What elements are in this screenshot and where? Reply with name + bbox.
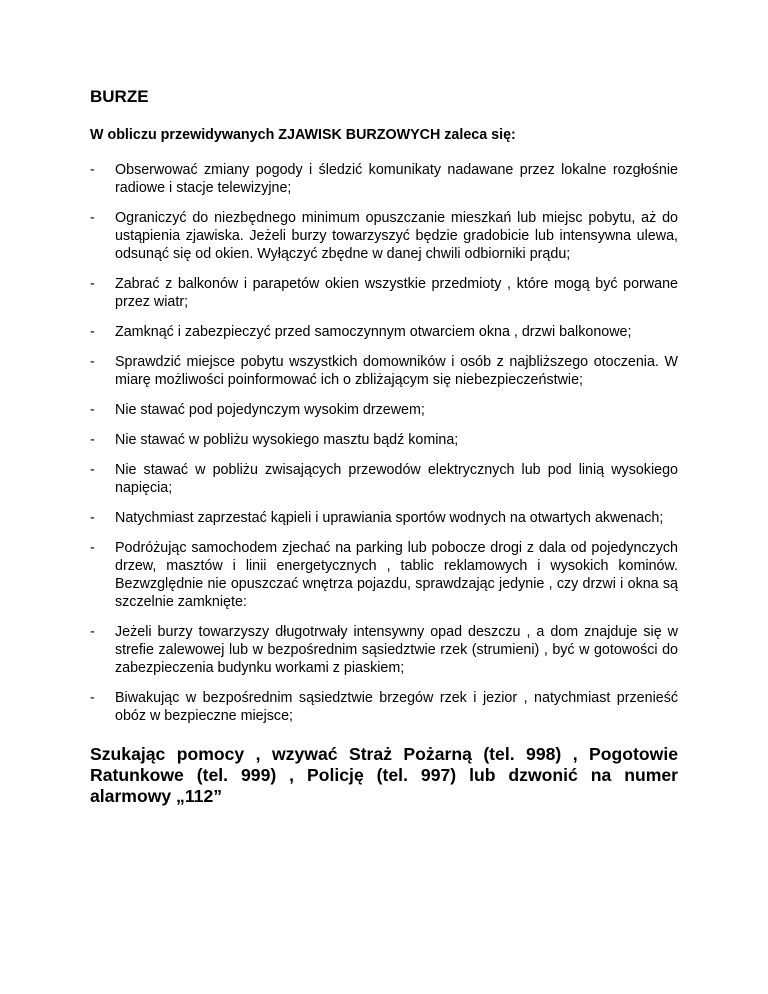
bullet-dash: - <box>90 210 95 226</box>
list-item <box>90 461 678 497</box>
list-item <box>90 431 678 449</box>
list-item <box>90 209 678 263</box>
list-item-text: Natychmiast zaprzestać kąpieli i uprawiania sportów wodnych na otwartych akwenach; <box>115 510 664 526</box>
list-item-text: Biwakując w bezpośrednim sąsiedztwie brzegów rzek i jezior , natychmiast przenieść obóz w bezpieczne miejsce; <box>115 690 678 724</box>
bullet-dash: - <box>90 354 95 370</box>
section-intro: W obliczu przewidywanych ZJAWISK BURZOWYCH zaleca się: <box>90 127 516 143</box>
bullet-dash: - <box>90 510 95 526</box>
bullet-dash: - <box>90 324 95 340</box>
list-item-text: Nie stawać w pobliżu zwisających przewodów elektrycznych lub pod linią wysokiego napięcia; <box>115 462 678 496</box>
list-item-text: Ograniczyć do niezbędnego minimum opuszczanie mieszkań lub miejsc pobytu, aż do ustąpienia zjawiska. Jeżeli burzy towarzyszyć będzie gradobicie lub intensywna ulewa, odsunąć się od okien. Wyłączyć zbędne w danej chwili odbiorniki prądu; <box>115 210 678 262</box>
list-item-text: Obserwować zmiany pogody i śledzić komunikaty nadawane przez lokalne rozgłośnie radiowe i stacje telewizyjne; <box>115 162 678 196</box>
list-item-text: Podróżując samochodem zjechać na parking lub pobocze drogi z dala od pojedynczych drzew, masztów i linii energetycznych , tablic reklamowych i wysokich kominów. Bezwzględnie nie opuszczać wnętrza pojazdu, sprawdzając jedynie , czy drzwi i okna są szczelnie zamknięte: <box>115 540 678 610</box>
list-item <box>90 401 678 419</box>
list-item <box>90 539 678 611</box>
list-item <box>90 689 678 725</box>
bullet-dash: - <box>90 432 95 448</box>
list-item-text: Zabrać z balkonów i parapetów okien wszystkie przedmioty , które mogą być porwane przez wiatr; <box>115 276 678 310</box>
bullet-dash: - <box>90 540 95 556</box>
list-item <box>90 353 678 389</box>
list-item-text: Sprawdzić miejsce pobytu wszystkich domowników i osób z najbliższego otoczenia. W miarę możliwości poinformować ich o zbliżającym się niebezpieczeństwie; <box>115 354 678 388</box>
list-item <box>90 275 678 311</box>
list-item <box>90 509 678 527</box>
bullet-dash: - <box>90 624 95 640</box>
document-page <box>90 80 678 807</box>
bullet-dash: - <box>90 690 95 706</box>
bullet-dash: - <box>90 162 95 178</box>
list-item-text: Nie stawać pod pojedynczym wysokim drzewem; <box>115 402 425 418</box>
list-item <box>90 323 678 341</box>
page-title: BURZE <box>90 87 149 106</box>
list-item-text: Jeżeli burzy towarzyszy długotrwały intensywny opad deszczu , a dom znajduje się w strefie zalewowej lub w bezpośrednim sąsiedztwie rzek (strumieni) , być w gotowości do zabezpieczenia budynku workami z piaskiem; <box>115 624 678 676</box>
list-item <box>90 161 678 197</box>
bullet-dash: - <box>90 462 95 478</box>
bullet-dash: - <box>90 402 95 418</box>
emergency-contacts-note: Szukając pomocy , wzywać Straż Pożarną (tel. 998) , Pogotowie Ratunkowe (tel. 999) , Policję (tel. 997) lub dzwonić na numer alarmowy „112” <box>90 744 678 806</box>
list-item-text: Nie stawać w pobliżu wysokiego masztu bądź komina; <box>115 432 459 448</box>
bullet-dash: - <box>90 276 95 292</box>
advice-list <box>90 161 678 725</box>
list-item-text: Zamknąć i zabezpieczyć przed samoczynnym otwarciem okna , drzwi balkonowe; <box>115 324 632 340</box>
list-item <box>90 623 678 677</box>
